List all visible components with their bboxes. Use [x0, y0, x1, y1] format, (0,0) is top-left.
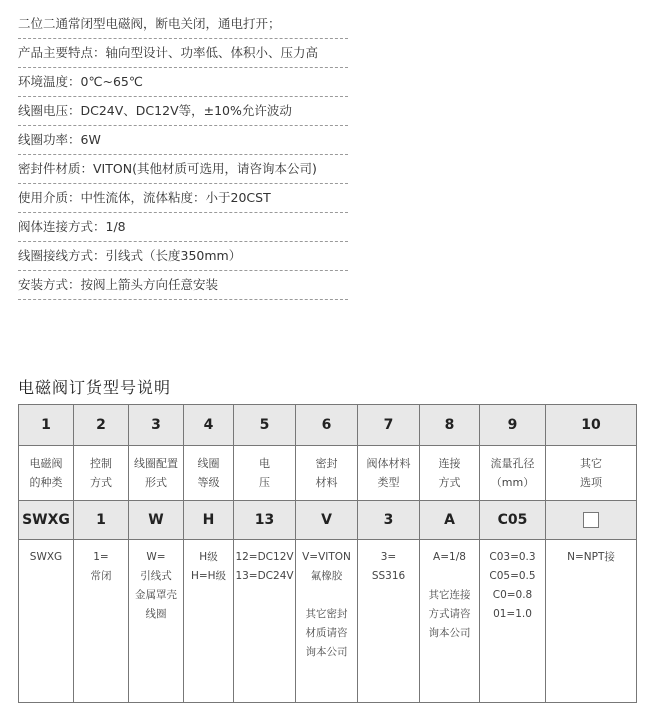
option-details-block: [184, 540, 233, 586]
option-details-block: [546, 540, 636, 567]
option-detail-line: 询本公司: [305, 646, 348, 658]
option-detail-line: 13=DC24V: [235, 570, 294, 582]
position-number: 6: [296, 405, 358, 446]
field-description-line: 线圈配置: [134, 457, 178, 470]
option-detail-line: C05=0.5: [489, 570, 536, 582]
option-details-block: [74, 540, 128, 586]
field-description-line: 线圈: [197, 457, 220, 470]
option-detail-line: 氟橡胶: [310, 570, 343, 582]
spec-line-wiring: 线圈接线方式：引线式（长度350mm）: [18, 242, 348, 271]
field-description-line: （mm）: [490, 476, 535, 489]
position-number: 10: [546, 405, 637, 446]
field-description-line: 电: [259, 457, 270, 470]
option-checkbox-cell: [546, 501, 637, 540]
field-description-line: 材料: [315, 476, 338, 489]
option-details: [184, 540, 234, 703]
option-detail-line: [296, 586, 357, 605]
example-code: SWXG: [19, 501, 74, 540]
field-description: [420, 446, 480, 501]
option-detail-line: W=: [146, 551, 166, 563]
field-description-line: 阀体材料: [366, 457, 411, 470]
option-detail-line: 金属罩壳: [135, 589, 177, 601]
option-details: [129, 540, 184, 703]
option-details-block: [296, 540, 357, 662]
field-description-line: 形式: [145, 476, 167, 489]
example-code-row: [19, 501, 637, 540]
field-description: [296, 446, 358, 501]
spec-line-coil-power: 线圈功率：6W: [18, 126, 348, 155]
option-details: [234, 540, 296, 703]
position-number: 3: [129, 405, 184, 446]
option-detail-line: 线圈: [145, 608, 167, 620]
field-description: [129, 446, 184, 501]
field-description-line: 密封: [315, 457, 338, 470]
field-description: [234, 446, 296, 501]
option-detail-line: A=1/8: [433, 551, 466, 563]
position-number: 4: [184, 405, 234, 446]
field-description-line: 方式: [438, 476, 461, 489]
field-description-row: [19, 446, 637, 501]
option-details: [358, 540, 420, 703]
example-code: V: [296, 501, 358, 540]
option-details: [74, 540, 129, 703]
example-code: 1: [74, 501, 129, 540]
field-description-line: 控制: [90, 457, 112, 470]
spec-line-connection: 阀体连接方式：1/8: [18, 213, 348, 242]
option-detail-line: 引线式: [140, 570, 172, 582]
position-number: 8: [420, 405, 480, 446]
option-detail-line: 材质请咨: [305, 627, 348, 639]
option-details: [420, 540, 480, 703]
option-detail-line: H=H级: [190, 570, 227, 582]
option-details-block: [358, 540, 419, 586]
spec-line-ambient-temperature: 环境温度：0℃~65℃: [18, 68, 348, 97]
field-description: [358, 446, 420, 501]
spec-list: [18, 10, 348, 300]
example-code: 13: [234, 501, 296, 540]
option-details: [296, 540, 358, 703]
position-number: 7: [358, 405, 420, 446]
spec-line-medium: 使用介质：中性流体，流体粘度：小于20CST: [18, 184, 348, 213]
example-code: W: [129, 501, 184, 540]
option-detail-line: 12=DC12V: [235, 551, 294, 563]
option-detail-line: V=VITON: [302, 551, 351, 563]
option-detail-line: SS316: [371, 570, 406, 582]
position-number: 5: [234, 405, 296, 446]
position-number: 2: [74, 405, 129, 446]
spec-line-coil-voltage: 线圈电压：DC24V、DC12V等，±10%允许波动: [18, 97, 348, 126]
example-code: H: [184, 501, 234, 540]
field-description: [19, 446, 74, 501]
position-number: 1: [19, 405, 74, 446]
option-detail-line: C0=0.8: [492, 589, 533, 601]
spec-line-valve-type: 二位二通常闭型电磁阀，断电关闭，通电打开；: [18, 10, 348, 39]
field-description-line: 连接: [438, 457, 461, 470]
option-detail-line: 其它连接: [428, 589, 471, 601]
field-description-line: 选项: [580, 476, 602, 489]
option-details: [546, 540, 637, 703]
option-details-block: [234, 540, 295, 586]
option-detail-line: [420, 567, 479, 586]
option-details-block: [480, 540, 545, 624]
option-detail-line: H级: [199, 551, 218, 563]
option-detail-line: 其它密封: [305, 608, 348, 620]
option-detail-line: N=NPT接: [567, 551, 615, 563]
spec-line-features: 产品主要特点：轴向型设计、功率低、体积小、压力高: [18, 39, 348, 68]
field-description: [74, 446, 129, 501]
option-details-row: [19, 540, 637, 703]
field-description-line: 其它: [580, 457, 602, 470]
position-number: 9: [480, 405, 546, 446]
order-guide-title: 电磁阀订货型号说明: [18, 378, 172, 397]
field-description: [184, 446, 234, 501]
field-description-line: 方式: [90, 476, 112, 489]
empty-checkbox-icon: [583, 512, 599, 528]
option-details-block: [19, 540, 73, 567]
spec-line-installation: 安装方式：按阀上箭头方向任意安装: [18, 271, 348, 300]
option-detail-line: 3=: [380, 551, 397, 563]
order-code-table: [18, 404, 637, 703]
field-description-line: 电磁阀: [29, 457, 63, 470]
field-description-line: 等级: [197, 476, 220, 489]
field-description-line: 的种类: [29, 476, 63, 489]
option-detail-line: SWXG: [29, 551, 63, 563]
position-number-row: [19, 405, 637, 446]
field-description-line: 类型: [377, 476, 400, 489]
field-description: [480, 446, 546, 501]
spec-line-seal-material: 密封件材质：VITON(其他材质可选用，请咨询本公司): [18, 155, 348, 184]
option-detail-line: 01=1.0: [493, 608, 532, 620]
option-details: [19, 540, 74, 703]
example-code: C05: [480, 501, 546, 540]
field-description-line: 压: [259, 476, 270, 489]
option-detail-line: 方式请咨: [428, 608, 471, 620]
option-details-block: [129, 540, 183, 624]
option-details-block: [420, 540, 479, 643]
field-description: [546, 446, 637, 501]
example-code: 3: [358, 501, 420, 540]
example-code: A: [420, 501, 480, 540]
option-detail-line: 1=: [93, 551, 109, 563]
field-description-line: 流量孔径: [490, 457, 535, 470]
option-details: [480, 540, 546, 703]
option-detail-line: C03=0.3: [489, 551, 536, 563]
option-detail-line: 常闭: [90, 570, 112, 582]
option-detail-line: 询本公司: [428, 627, 471, 639]
